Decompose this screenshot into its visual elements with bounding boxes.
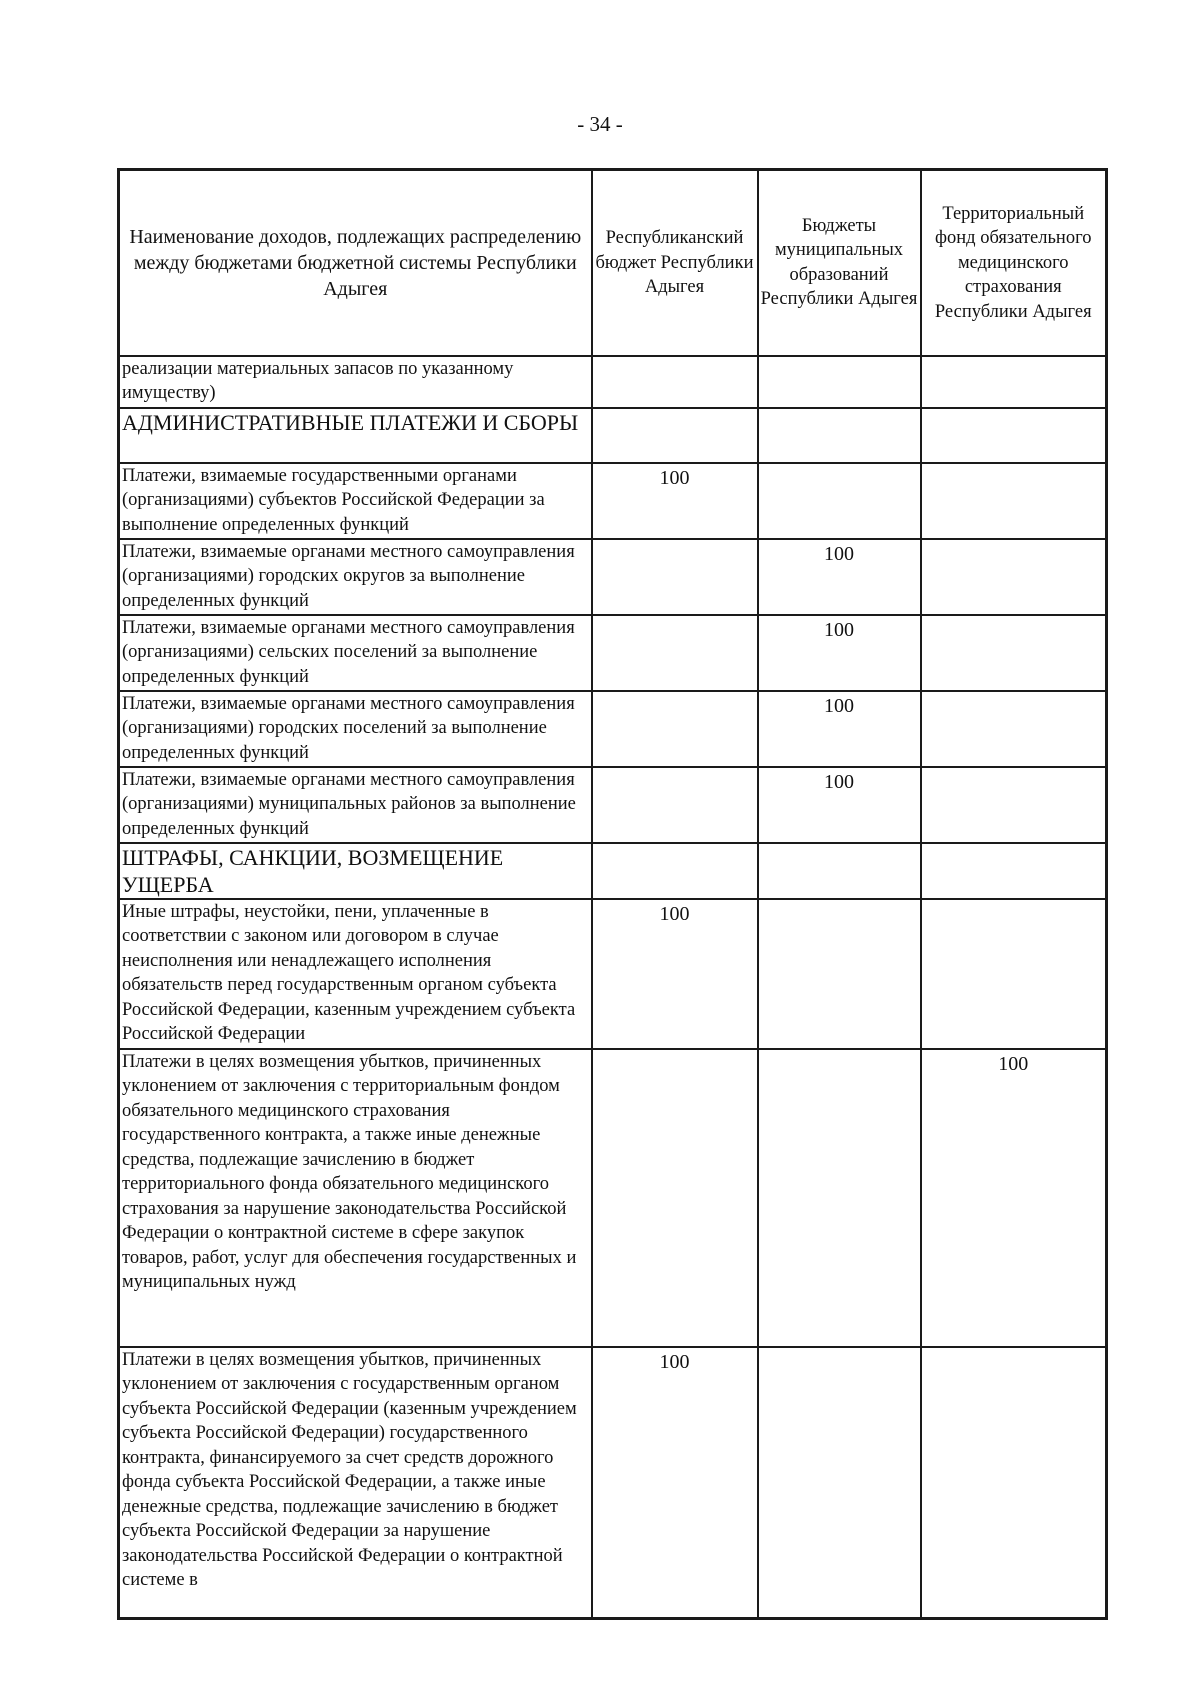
row-republic-value: 100 bbox=[592, 1347, 758, 1619]
table-row bbox=[119, 691, 1107, 767]
row-fund-value bbox=[921, 539, 1107, 615]
row-municipal-value bbox=[758, 463, 921, 539]
row-municipal-value bbox=[758, 408, 921, 463]
table-row bbox=[119, 539, 1107, 615]
table-row bbox=[119, 615, 1107, 691]
row-name: Иные штрафы, неустойки, пени, уплаченные в соответствии с законом или договором в случае неисполнения или ненадлежащего исполнения обязательств перед государственным органом субъекта Российской Федерации, казенным учреждением субъекта Российской Федерации bbox=[119, 899, 592, 1049]
row-municipal-value: 100 bbox=[758, 539, 921, 615]
section-row bbox=[119, 843, 1107, 899]
row-municipal-value bbox=[758, 899, 921, 1049]
row-republic-value: 100 bbox=[592, 463, 758, 539]
row-fund-value bbox=[921, 899, 1107, 1049]
row-fund-value bbox=[921, 767, 1107, 843]
row-name: реализации материальных запасов по указанному имуществу) bbox=[119, 356, 592, 408]
table-row bbox=[119, 1347, 1107, 1619]
row-republic-value bbox=[592, 408, 758, 463]
row-municipal-value bbox=[758, 843, 921, 899]
header-revenue-name: Наименование доходов, подлежащих распределению между бюджетами бюджетной системы Республики Адыгея bbox=[119, 170, 592, 356]
revenue-distribution-table bbox=[117, 168, 1108, 1620]
row-name: Платежи, взимаемые органами местного самоуправления (организациями) сельских поселений за выполнение определенных функций bbox=[119, 615, 592, 691]
row-name: Платежи, взимаемые органами местного самоуправления (организациями) городских поселений за выполнение определенных функций bbox=[119, 691, 592, 767]
header-republic-budget: Республиканский бюджет Республики Адыгея bbox=[592, 170, 758, 356]
row-republic-value: 100 bbox=[592, 899, 758, 1049]
section-title: АДМИНИСТРАТИВНЫЕ ПЛАТЕЖИ И СБОРЫ bbox=[119, 408, 592, 463]
row-republic-value bbox=[592, 539, 758, 615]
row-municipal-value: 100 bbox=[758, 691, 921, 767]
row-name: Платежи, взимаемые органами местного самоуправления (организациями) муниципальных районов за выполнение определенных функций bbox=[119, 767, 592, 843]
row-name: Платежи, взимаемые государственными органами (организациями) субъектов Российской Федерации за выполнение определенных функций bbox=[119, 463, 592, 539]
row-fund-value bbox=[921, 843, 1107, 899]
row-republic-value bbox=[592, 767, 758, 843]
row-republic-value bbox=[592, 1049, 758, 1347]
table-row bbox=[119, 1049, 1107, 1347]
row-fund-value bbox=[921, 463, 1107, 539]
row-name: Платежи в целях возмещения убытков, причиненных уклонением от заключения с территориальным фондом обязательного медицинского страхования государственного контракта, а также иные денежные средства, подлежащие зачислению в бюджет территориального фонда обязательного медицинского страхования за нарушение законодательства Российской Федерации о контрактной системе в сфере закупок товаров, работ, услуг для обеспечения государственных и муниципальных нужд bbox=[119, 1049, 592, 1347]
row-name: Платежи, взимаемые органами местного самоуправления (организациями) городских округов за выполнение определенных функций bbox=[119, 539, 592, 615]
header-territorial-fund: Территориальный фонд обязательного медицинского страхования Республики Адыгея bbox=[921, 170, 1107, 356]
table-row bbox=[119, 356, 1107, 408]
row-fund-value bbox=[921, 1347, 1107, 1619]
row-fund-value: 100 bbox=[921, 1049, 1107, 1347]
row-republic-value bbox=[592, 615, 758, 691]
page-number: - 34 - bbox=[577, 112, 623, 136]
row-municipal-value bbox=[758, 1347, 921, 1619]
row-fund-value bbox=[921, 691, 1107, 767]
row-fund-value bbox=[921, 615, 1107, 691]
table-row bbox=[119, 767, 1107, 843]
row-republic-value bbox=[592, 843, 758, 899]
row-republic-value bbox=[592, 356, 758, 408]
row-municipal-value: 100 bbox=[758, 615, 921, 691]
row-municipal-value bbox=[758, 1049, 921, 1347]
table-row bbox=[119, 899, 1107, 1049]
section-row bbox=[119, 408, 1107, 463]
row-fund-value bbox=[921, 408, 1107, 463]
table-row bbox=[119, 463, 1107, 539]
row-republic-value bbox=[592, 691, 758, 767]
row-fund-value bbox=[921, 356, 1107, 408]
section-title: ШТРАФЫ, САНКЦИИ, ВОЗМЕЩЕНИЕ УЩЕРБА bbox=[119, 843, 592, 899]
row-municipal-value bbox=[758, 356, 921, 408]
row-name: Платежи в целях возмещения убытков, причиненных уклонением от заключения с государственным органом субъекта Российской Федерации (казенным учреждением субъекта Российской Федерации) государственного контракта, финансируемого за счет средств дорожного фонда субъекта Российской Федерации, а также иные денежные средства, подлежащие зачислению в бюджет субъекта Российской Федерации за нарушение законодательства Российской Федерации о контрактной системе в bbox=[119, 1347, 592, 1619]
header-municipal-budgets: Бюджеты муниципальных образований Республики Адыгея bbox=[758, 170, 921, 356]
table-header-row bbox=[119, 170, 1107, 356]
row-municipal-value: 100 bbox=[758, 767, 921, 843]
